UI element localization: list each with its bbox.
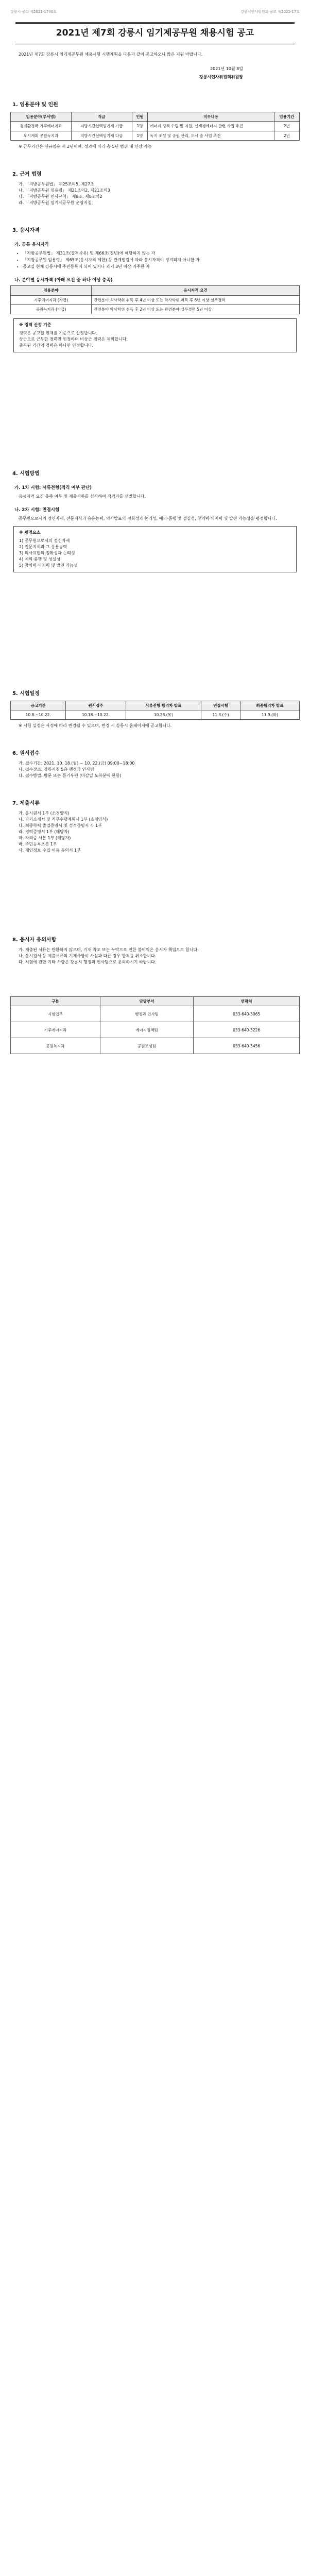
table-header: 공고기간 [11, 701, 66, 710]
table-header: 연락처 [194, 997, 300, 1006]
table-cell: 공원조성팀 [100, 1038, 194, 1054]
table-header: 임용분야 [11, 286, 92, 295]
list-item: 다. 「지방공무원 인사규칙」 제8조, 제8조의2 [19, 194, 102, 199]
list-item: 나. 응시원서 등 제출서류의 기재사항이 사실과 다른 경우 합격을 취소합니다. [19, 954, 157, 958]
section-title: 2. 근거 법령 [12, 171, 42, 177]
law-list [19, 181, 300, 206]
list-item: 다. 최종학력 졸업증명서 및 성적증명서 각 1부 [19, 823, 102, 828]
table-cell: 2년 [274, 122, 299, 131]
table-row [11, 1022, 300, 1038]
table-cell: 10.18.~10.22. [66, 710, 126, 719]
list-item: 가. 「지방공무원법」 제25조의5, 제27조 [19, 181, 94, 187]
section-title: 1. 임용분야 및 인원 [12, 102, 58, 108]
career-criteria-box [13, 318, 297, 352]
table-cell: 기후에너지과 (가급) [11, 295, 92, 304]
table-cell: 033-640-5226 [194, 1022, 300, 1038]
list-item: 바. 주민등록초본 1부 [19, 842, 57, 846]
table-cell: 지방시간선택임기제 가급 [71, 122, 132, 131]
table-cell: 10.8.~10.22. [11, 710, 66, 719]
table-header: 임용기간 [274, 112, 299, 122]
table-cell: 공원녹지과 [11, 1038, 100, 1054]
section-title: 6. 원서접수 [12, 751, 40, 756]
section-title: 8. 응시자 유의사항 [12, 937, 57, 943]
table-cell: 033-640-5065 [194, 1006, 300, 1022]
table-cell: 11.3.(수) [201, 710, 240, 719]
list-item: 가. 응시원서 1부 (소정양식) [19, 811, 70, 816]
table-header: 인원 [132, 112, 147, 122]
table-header: 담당부서 [100, 997, 194, 1006]
list-item: 중복된 기간의 경력은 하나만 인정합니다. [19, 343, 94, 348]
section-title: 7. 제출서류 [12, 801, 40, 806]
documents-list [19, 810, 300, 854]
schedule-table [10, 701, 300, 720]
table-note: ※ 시험 일정은 사정에 따라 변경될 수 있으며, 변경 시 강릉시 홈페이지에 공고합니다. [19, 723, 172, 728]
paragraph: 공무원으로서의 정신자세, 전문지식과 응용능력, 의사발표의 정확성과 논리성, 예의·품행 및 성실성, 창의력·의지력 및 발전 가능성을 평정합니다. [19, 516, 277, 521]
list-item: 2) 전문지식과 그 응용능력 [19, 544, 67, 549]
table-header: 임용분야(부서명) [11, 112, 72, 122]
table-row [11, 304, 300, 314]
list-item: • 「지방공무원법」 제31조(결격사유) 및 제66조(정년)에 해당하지 않는 자 [23, 250, 300, 257]
table-cell: 시험업무 [11, 1006, 100, 1022]
table-cell: 관련분야 석사학위 취득 후 4년 이상 또는 학사학위 취득 후 6년 이상 실무경력 [92, 295, 300, 304]
list-item: 1) 공무원으로서의 정신자세 [19, 538, 70, 543]
table-row [11, 295, 300, 304]
application-list [19, 760, 300, 779]
list-item: 라. 경력증명서 1부 (해당자) [19, 829, 70, 834]
table-cell: 1명 [132, 131, 147, 140]
section-title: 5. 시험일정 [12, 690, 40, 697]
notice-number: 강릉시 공고 제2021-1740호 [10, 10, 57, 14]
list-item: 가. 제출된 서류는 반환하지 않으며, 기재 착오 또는 누락으로 인한 불이익은 응시자 책임으로 합니다. [19, 947, 199, 952]
list-item: • 공고일 현재 강릉시에 주민등록이 되어 있거나 과거 3년 이상 거주한 자 [23, 264, 300, 270]
table-cell: 관련분야 학사학위 취득 후 2년 이상 또는 관련분야 실무경력 5년 이상 [92, 304, 300, 314]
intro-text: 2021년 제7회 강릉시 임기제공무원 채용시험 시행계획을 다음과 같이 공고하오니 많은 지원 바랍니다. [19, 52, 203, 57]
list-item: 다. 시험에 관한 기타 사항은 강릉시 행정과 인사팀으로 문의하시기 바랍니다. [19, 960, 157, 964]
table-cell: 기후에너지과 [11, 1022, 100, 1038]
list-item: 라. 「지방공무원 임기제공무원 운영지침」 [19, 200, 96, 205]
table-cell: 공원녹지과 (다급) [11, 304, 92, 314]
committee-number: 강릉시인사위원회 공고 제2021-17호 [240, 10, 300, 14]
issuer-name: 강릉시인사위원회위원장 [199, 75, 243, 79]
subsection-title: 가. 1차 시험: 서류전형(적격 여부 판단) [14, 485, 92, 490]
table-header: 원서접수 [66, 701, 126, 710]
list-item: 상근으로 근무한 경력만 인정하며 비상근 경력은 제외합니다. [19, 337, 128, 342]
table-row [11, 122, 300, 131]
table-header: 서류전형 합격자 발표 [126, 701, 201, 710]
table-cell: 행정과 인사팀 [100, 1006, 194, 1022]
list-item: 3) 의사표현의 정확성과 논리성 [19, 550, 75, 555]
document-header [10, 9, 300, 15]
list-item: 마. 자격증 사본 1부 (해당자) [19, 836, 71, 840]
announcement-date: 2021년 10월 8일 [210, 66, 243, 71]
list-item: 가. 접수기간: 2021. 10. 18.(월) ~ 10. 22.(금) 09:00~18:00 [19, 761, 135, 766]
table-cell: 2년 [274, 131, 299, 140]
list-item: 경력은 공고일 현재를 기준으로 산정합니다. [19, 331, 97, 335]
list-item: 사. 개인정보 수집·이용 동의서 1부 [19, 848, 81, 853]
table-cell: 경제환경국 기후에너지과 [11, 122, 72, 131]
table-header: 응시자격 요건 [92, 286, 300, 295]
box-title: ※ 평정요소 [19, 530, 41, 535]
table-cell: 11.9.(화) [240, 710, 300, 719]
table-cell: 녹지 조성 및 공원 관리, 도시 숲 사업 추진 [148, 131, 274, 140]
table-header: 면접시험 [201, 701, 240, 710]
table-cell: 에너지 정책 수립 및 지원, 신재생에너지 관련 사업 추진 [148, 122, 274, 131]
list-item: 나. 「지방공무원 임용령」 제21조의2, 제21조의3 [19, 188, 110, 193]
paragraph: 응시자격 요건 충족 여부 및 제출서류를 심사하여 적격자를 선발합니다. [19, 494, 146, 499]
table-cell: 도시계획 공원녹지과 [11, 131, 72, 140]
list-item: 4) 예의·품행 및 성실성 [19, 556, 61, 562]
table-cell: 033-640-5456 [194, 1038, 300, 1054]
table-row [11, 131, 300, 140]
table-header: 직급 [71, 112, 132, 122]
subsection-title: 가. 공통 응시자격 [14, 242, 49, 247]
table-cell: 10.28.(목) [126, 710, 201, 719]
subsection-title: 나. 2차 시험: 면접시험 [14, 507, 60, 513]
list-item: 다. 접수방법: 방문 또는 등기우편 (마감일 도착분에 한함) [19, 773, 122, 778]
list-item: • 「지방공무원 임용령」 제65조(응시자격 제한) 등 관계법령에 따라 응시자격이 정지되지 아니한 자 [23, 257, 300, 263]
table-row [11, 1038, 300, 1054]
list-item: 나. 접수장소: 강릉시청 5층 행정과 인사팀 [19, 767, 94, 772]
table-header: 최종합격자 발표 [240, 701, 300, 710]
section-title: 3. 응시자격 [12, 227, 40, 233]
table-row [11, 1006, 300, 1022]
table-header: 구분 [11, 997, 100, 1006]
table-note: ※ 근무기간은 신규임용 시 2년이며, 성과에 따라 총 5년 범위 내 연장 가능 [19, 144, 152, 149]
table-cell: 지방시간선택임기제 다급 [71, 131, 132, 140]
notice-list [19, 947, 300, 965]
common-qualification-list [10, 250, 300, 270]
qualification-table [10, 285, 300, 314]
contact-table [10, 996, 300, 1054]
subsection-title: 나. 분야별 응시자격 (아래 요건 중 하나 이상 충족) [14, 277, 113, 283]
position-table [10, 112, 300, 141]
list-item: 나. 자기소개서 및 직무수행계획서 1부 (소정양식) [19, 817, 108, 822]
list-item: 5) 창의력·의지력 및 발전 가능성 [19, 563, 78, 568]
table-cell: 1명 [132, 122, 147, 131]
table-row [11, 710, 300, 719]
section-title: 4. 시험방법 [12, 471, 40, 477]
table-header: 직무내용 [148, 112, 274, 122]
evaluation-box [13, 526, 297, 572]
table-cell: 에너지정책팀 [100, 1022, 194, 1038]
box-title: ※ 경력 산정 기준 [19, 323, 51, 327]
page-title: 2021년 제7회 강릉시 임기제공무원 채용시험 공고 [15, 22, 295, 45]
